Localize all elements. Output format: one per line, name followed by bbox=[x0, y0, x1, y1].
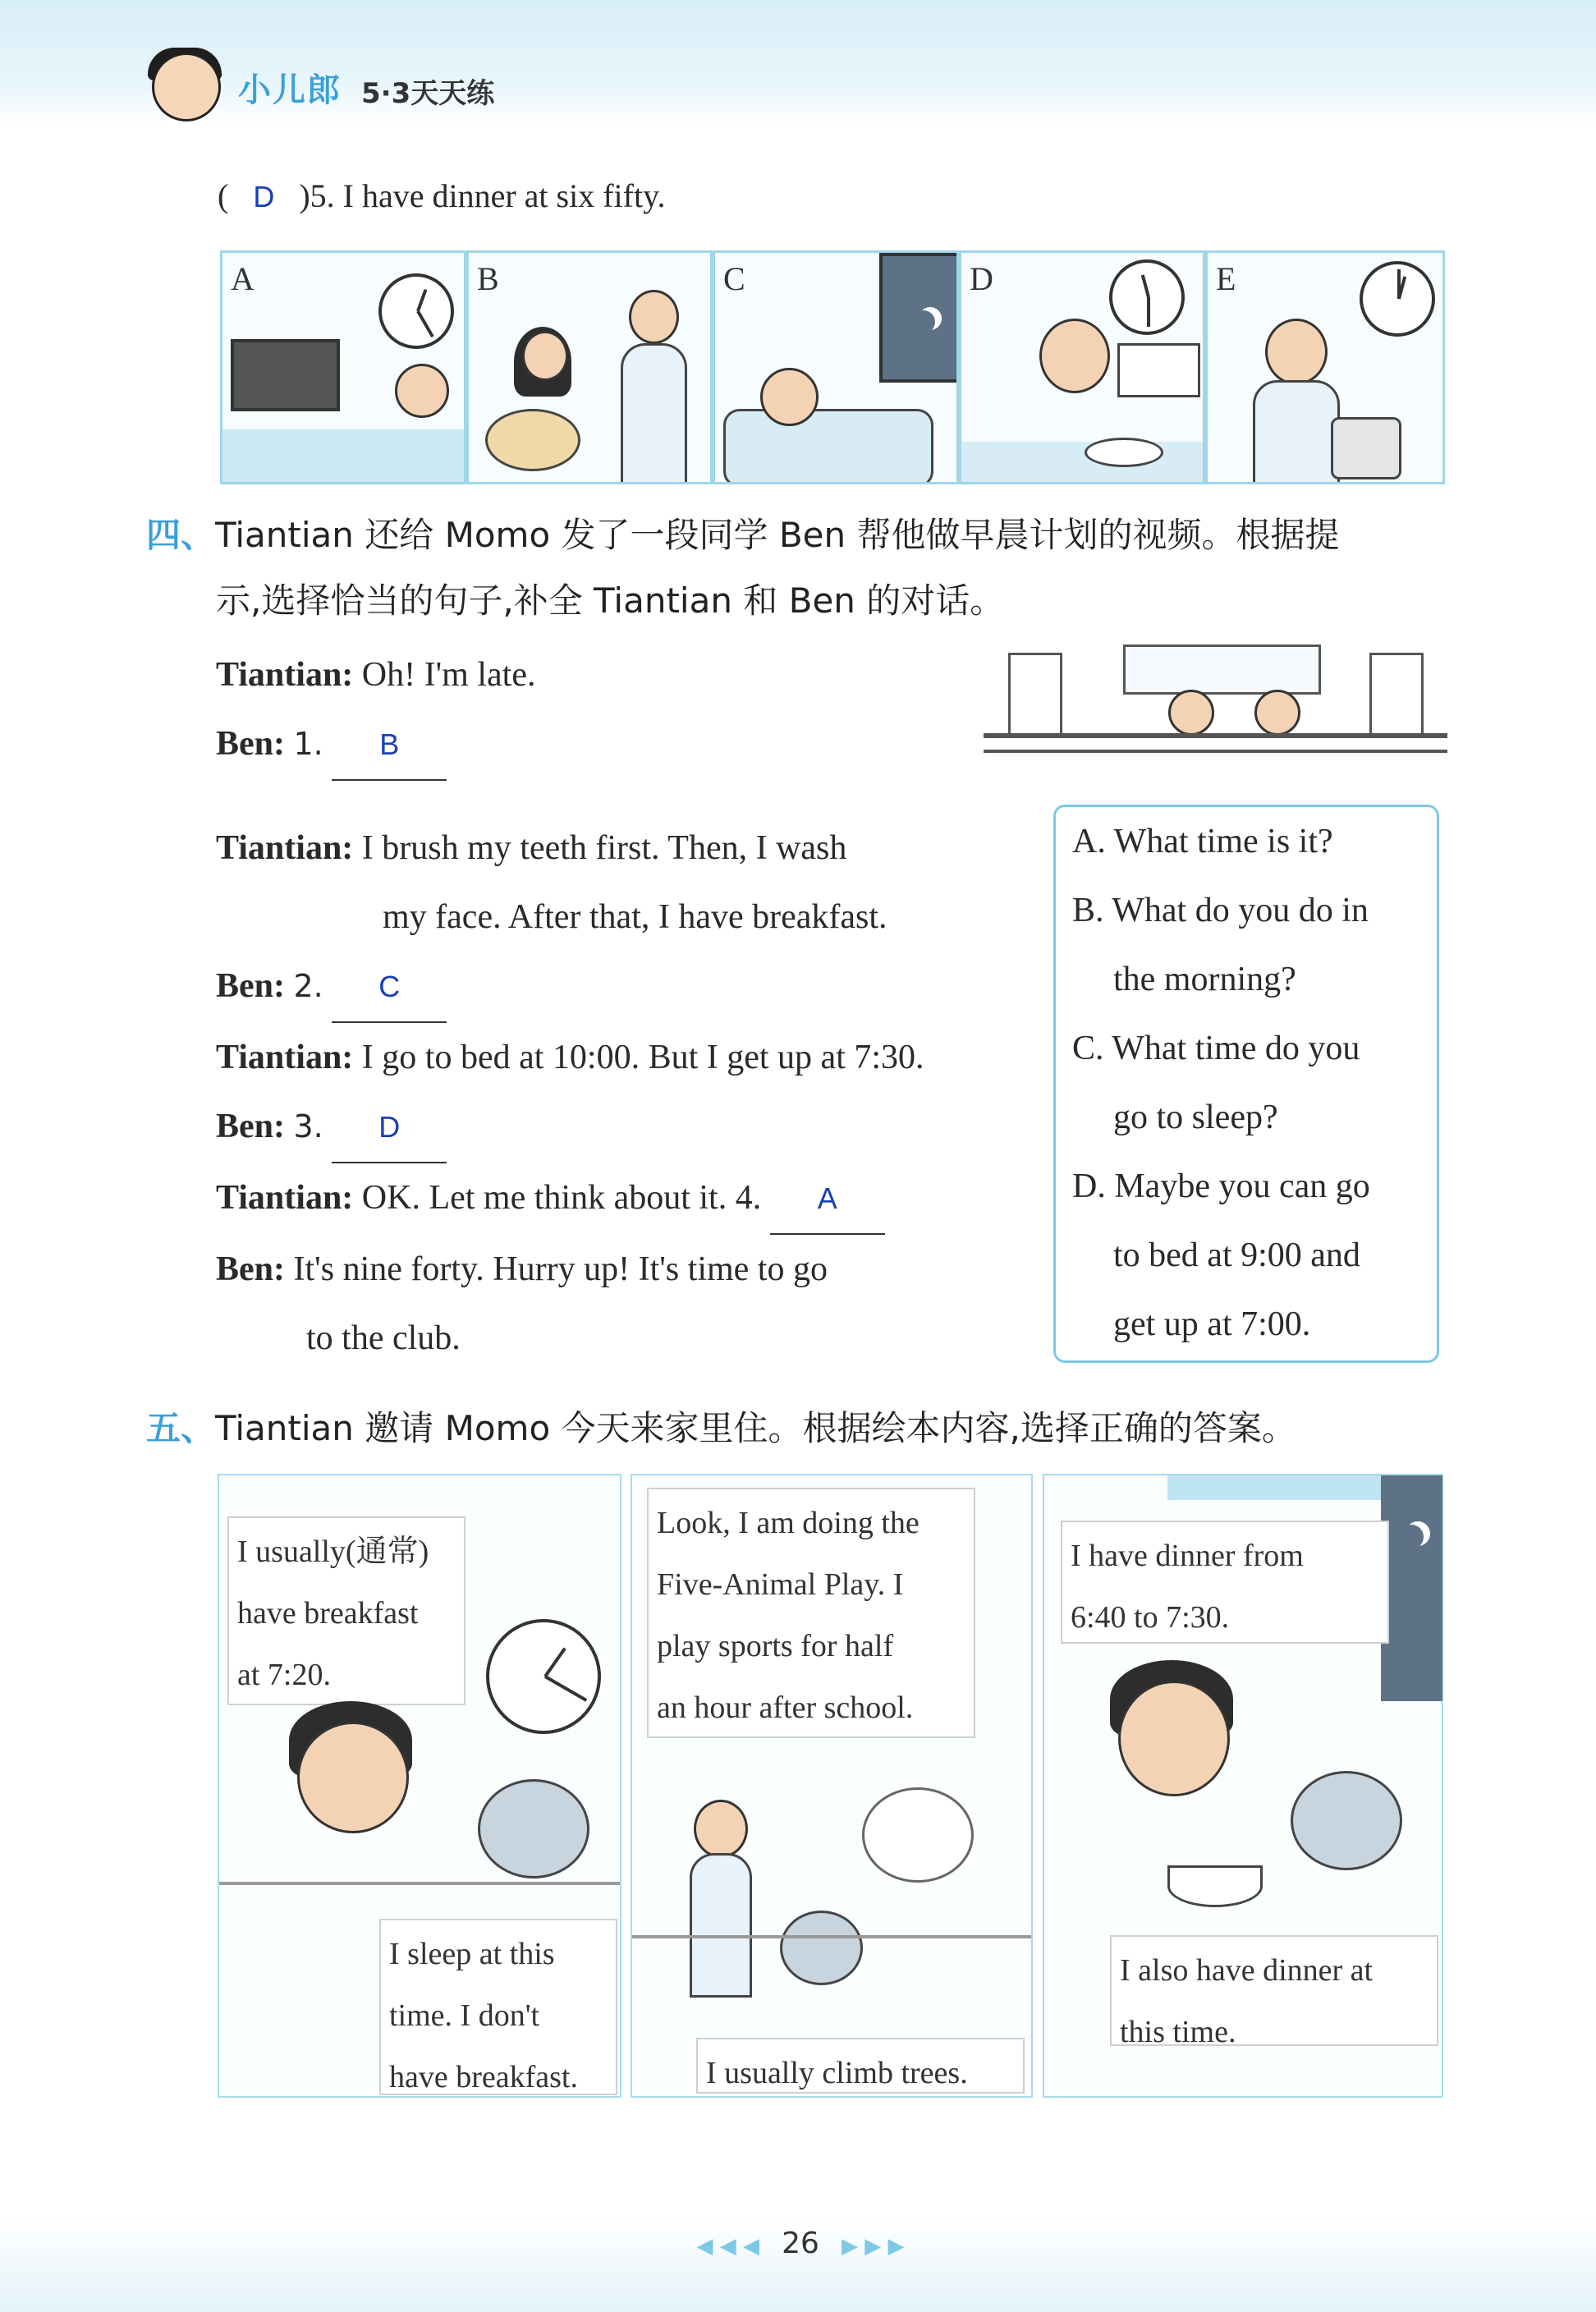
picture-b bbox=[466, 250, 713, 484]
bed-icon bbox=[723, 409, 933, 484]
dialog-text: I brush my teeth first. Then, I wash bbox=[361, 829, 847, 867]
tiantian-icon bbox=[1168, 690, 1214, 736]
tiantian-dinner-icon bbox=[1118, 1681, 1230, 1796]
picture-label: C bbox=[723, 260, 745, 297]
dialog-line bbox=[216, 1092, 1037, 1163]
curtain bbox=[1167, 1475, 1381, 1500]
speaker: Tiantian: bbox=[216, 1179, 354, 1217]
story-panel-3 bbox=[1043, 1474, 1443, 2098]
dialog-text: Oh! I'm late. bbox=[361, 656, 536, 694]
section-title-line: Tiantian 还给 Momo 发了一段同学 Ben 帮他做早晨计划的视频。根据提 bbox=[215, 515, 1340, 555]
clock-icon bbox=[378, 273, 454, 349]
speech-bubble bbox=[647, 1488, 975, 1738]
door-icon bbox=[1369, 653, 1424, 736]
floor bbox=[222, 429, 466, 484]
q5-answer: D bbox=[253, 180, 275, 213]
q5-picture-strip bbox=[220, 250, 1445, 484]
dialog-text: I go to bed at 10:00. But I get up at 7:30. bbox=[361, 1039, 924, 1076]
person-icon bbox=[395, 364, 449, 418]
story-panel-2 bbox=[631, 1474, 1033, 2098]
bubble-line: I sleep at this bbox=[389, 1937, 555, 1971]
boy-body bbox=[690, 1853, 752, 1998]
ben-icon bbox=[1254, 690, 1300, 736]
answer-blank-2: C bbox=[332, 952, 447, 1023]
koala-momo-icon bbox=[780, 1911, 863, 1985]
answer-blank-3: D bbox=[332, 1093, 447, 1163]
bubble-line: I usually climb trees. bbox=[706, 2056, 968, 2090]
section-number: 五、 bbox=[146, 1408, 216, 1448]
table bbox=[961, 442, 1205, 484]
answer-blank-1: B bbox=[332, 710, 447, 781]
speaker: Ben: bbox=[216, 967, 285, 1005]
clock-icon bbox=[1109, 259, 1185, 335]
blank-number: 1. bbox=[293, 726, 323, 762]
question-5 bbox=[218, 177, 666, 215]
bubble-line: I usually(通常) bbox=[237, 1534, 429, 1569]
speech-bubble bbox=[227, 1516, 466, 1705]
dialog-text: OK. Let me think about it. 4. bbox=[361, 1179, 762, 1217]
koala-momo-icon bbox=[1291, 1771, 1402, 1870]
plate-icon bbox=[1085, 438, 1163, 467]
option-d: D. Maybe you can go bbox=[1072, 1167, 1370, 1205]
dialog-text: It's nine forty. Hurry up! It's time to go bbox=[293, 1250, 828, 1288]
eating-boy-icon bbox=[1039, 319, 1110, 393]
story-panel-1 bbox=[218, 1474, 621, 2098]
paren-open: ( bbox=[218, 177, 229, 214]
logo-mascot-icon bbox=[152, 53, 221, 122]
guitar-icon bbox=[485, 409, 580, 471]
picture-d bbox=[959, 250, 1205, 484]
speaker: Tiantian: bbox=[216, 829, 354, 867]
bubble-line: this time. bbox=[1120, 2015, 1236, 2049]
speaker: Ben: bbox=[216, 1250, 285, 1288]
bubble-line: an hour after school. bbox=[657, 1690, 914, 1725]
speech-bubble bbox=[696, 2038, 1025, 2094]
picture-label: A bbox=[231, 260, 255, 297]
option-b: B. What do you do in bbox=[1072, 892, 1369, 929]
railing bbox=[984, 750, 1447, 753]
right-arrows-icon: ▶ ▶ ▶ bbox=[842, 2234, 905, 2259]
q5-text: 5. I have dinner at six fifty. bbox=[310, 177, 666, 214]
sleeping-boy-icon bbox=[760, 368, 819, 426]
bubble-line: Five-Animal Play. I bbox=[657, 1567, 904, 1602]
section-title-text: Tiantian 邀请 Momo 今天来家里住。根据绘本内容,选择正确的答案。 bbox=[215, 1408, 1296, 1448]
dialog-line bbox=[216, 814, 1037, 883]
fence bbox=[632, 1935, 1031, 1938]
speaker: Ben: bbox=[216, 725, 285, 763]
tv-icon bbox=[231, 339, 340, 411]
option-c-cont: go to sleep? bbox=[1113, 1099, 1278, 1136]
tiantian-exercising-icon bbox=[694, 1800, 748, 1858]
railing bbox=[984, 733, 1447, 738]
tiantian-eating-icon bbox=[297, 1722, 409, 1833]
option-b-cont: the morning? bbox=[1113, 961, 1296, 998]
speaker: Tiantian: bbox=[216, 656, 354, 694]
answer-blank-4: A bbox=[770, 1164, 885, 1235]
option-d-cont: to bed at 9:00 and bbox=[1113, 1236, 1360, 1274]
picture-c bbox=[713, 250, 959, 484]
dialog-text: my face. After that, I have breakfast. bbox=[383, 898, 887, 936]
classroom-illustration bbox=[984, 645, 1447, 764]
dialog-line bbox=[216, 640, 1037, 709]
night-window-icon bbox=[1381, 1475, 1442, 1701]
picture-label: D bbox=[970, 260, 993, 297]
page-number-area bbox=[681, 2227, 920, 2260]
picture-label: E bbox=[1216, 260, 1236, 297]
dialog-line bbox=[216, 1163, 1037, 1235]
blank-number: 2. bbox=[293, 968, 323, 1004]
picture-label: B bbox=[477, 260, 499, 297]
brand-name: 小儿郎 bbox=[238, 71, 342, 109]
boy-body bbox=[1253, 380, 1340, 484]
left-arrows-icon: ◀ ◀ ◀ bbox=[696, 2234, 759, 2259]
section-title-line: 示,选择恰当的句子,补全 Tiantian 和 Ben 的对话。 bbox=[216, 580, 1005, 621]
dialog-line bbox=[216, 952, 1037, 1023]
bubble-line: have breakfast. bbox=[389, 2060, 578, 2094]
bubble-line: I also have dinner at bbox=[1120, 1953, 1374, 1988]
boy-packing-icon bbox=[1265, 319, 1328, 385]
window-icon bbox=[1123, 645, 1321, 695]
speech-bubble bbox=[1110, 1935, 1438, 2049]
clock-icon bbox=[1360, 261, 1435, 337]
bubble-line: 6:40 to 7:30. bbox=[1071, 1600, 1230, 1635]
section-4-dialog bbox=[216, 640, 1037, 1373]
bubble-line: play sports for half bbox=[657, 1629, 894, 1663]
moon-icon bbox=[912, 310, 935, 333]
table-edge bbox=[219, 1882, 620, 1885]
section-number: 四、 bbox=[146, 515, 216, 555]
speech-bubble bbox=[1061, 1521, 1389, 1644]
dialog-line bbox=[216, 709, 1037, 781]
dialog-text: to the club. bbox=[306, 1319, 461, 1357]
dialog-line bbox=[216, 1235, 1037, 1304]
moon-icon bbox=[1399, 1525, 1424, 1549]
bubble-line: I have dinner from bbox=[1071, 1539, 1304, 1573]
picture-e bbox=[1205, 250, 1445, 484]
night-window-icon bbox=[1117, 343, 1200, 397]
clock-icon bbox=[486, 1619, 601, 1734]
thought-bubble-icon bbox=[862, 1787, 974, 1883]
section-5-title bbox=[146, 1396, 1460, 1461]
paren-close: ) bbox=[299, 177, 310, 214]
option-a: A. What time is it? bbox=[1072, 823, 1333, 860]
schoolbag-icon bbox=[1331, 417, 1401, 479]
series-name: 5·3天天练 bbox=[361, 77, 495, 110]
koala-momo-icon bbox=[478, 1779, 589, 1878]
boy-singing-icon bbox=[629, 290, 679, 344]
bubble-line: have breakfast bbox=[237, 1596, 419, 1631]
speaker: Ben: bbox=[216, 1108, 285, 1145]
section-4-title bbox=[146, 502, 1460, 634]
bubble-line: Look, I am doing the bbox=[657, 1506, 920, 1540]
page-number: 26 bbox=[782, 2227, 819, 2260]
options-box bbox=[1053, 805, 1439, 1363]
girl-guitar-icon bbox=[522, 331, 568, 381]
picture-a bbox=[220, 250, 466, 484]
boy-body bbox=[621, 343, 687, 484]
speech-bubble bbox=[379, 1919, 617, 2095]
speaker: Tiantian: bbox=[216, 1039, 354, 1076]
option-c: C. What time do you bbox=[1072, 1030, 1360, 1067]
option-d-cont: get up at 7:00. bbox=[1113, 1305, 1311, 1343]
blank-number: 3. bbox=[293, 1108, 323, 1145]
bowl-icon bbox=[1167, 1865, 1263, 1907]
bubble-line: at 7:20. bbox=[237, 1658, 331, 1692]
dialog-line bbox=[216, 1023, 1037, 1092]
bubble-line: time. I don't bbox=[389, 1998, 540, 2033]
